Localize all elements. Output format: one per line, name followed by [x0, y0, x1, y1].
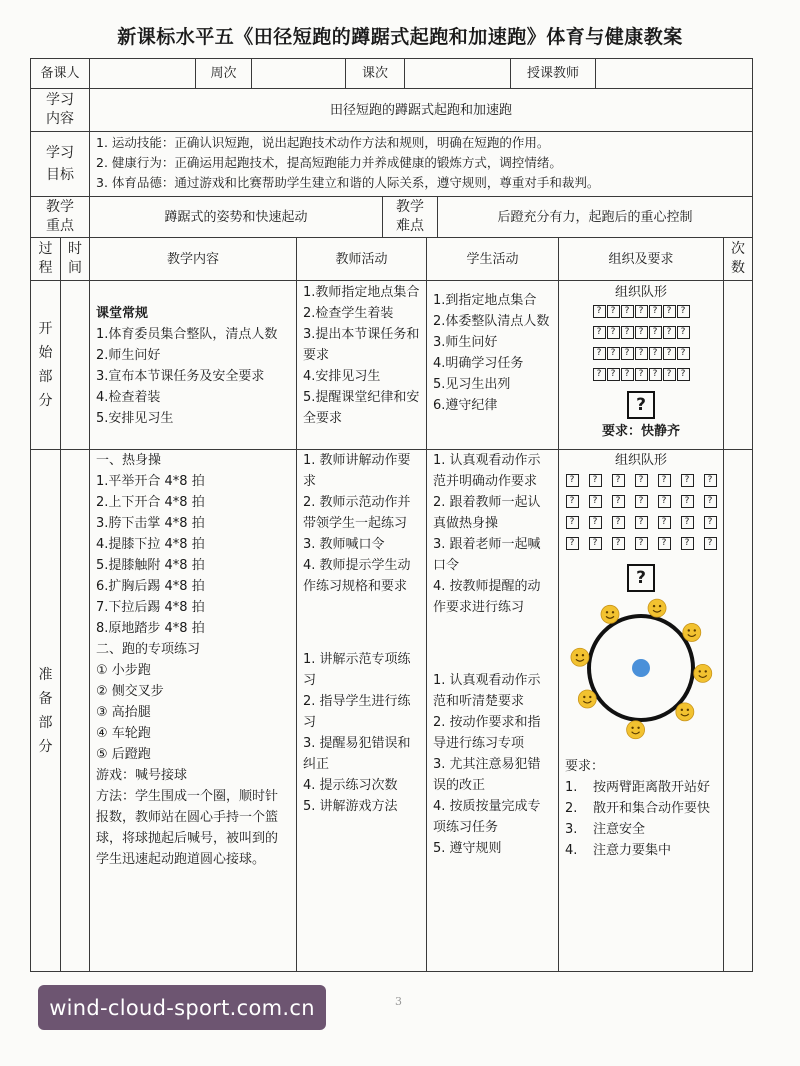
student-item: 1. 认真观看动作示范和听清楚要求 [433, 673, 541, 709]
student-marker-icon: ? [607, 305, 620, 318]
requirement-number: 1. [565, 780, 578, 795]
student-marker-icon: ? [612, 516, 625, 529]
label-line: 时 [68, 241, 82, 257]
formation-row [559, 326, 723, 339]
start-org [558, 280, 724, 450]
student-marker-icon: ? [635, 516, 648, 529]
teacher-item: 3.提出本节课任务和要求 [303, 327, 420, 363]
label-line: 次 [731, 241, 745, 257]
start-count [723, 280, 753, 450]
student-marker-icon: ? [566, 474, 579, 487]
content-item: 5.提膝触附 4*8 拍 [96, 558, 205, 573]
preparer-value [89, 58, 196, 89]
student-marker-icon: ? [658, 516, 671, 529]
teacher-marker [559, 391, 723, 419]
content-item: 3.宣布本节课任务及安全要求 [96, 369, 265, 384]
content-item: 1.体育委员集合整队，清点人数 [96, 327, 278, 342]
goal-item: 3. 体育品德：通过游戏和比赛帮助学生建立和谐的人际关系，遵守规则，尊重对手和裁判。 [96, 175, 600, 190]
content-item: ③ 高抬腿 [96, 705, 151, 720]
formation-row [559, 305, 723, 318]
label-line: 教学 [46, 199, 74, 215]
prep-count [723, 449, 753, 972]
formation-row [559, 537, 723, 550]
student-item: 1. 认真观看动作示范并明确动作要求 [433, 453, 541, 489]
label-line: 内容 [46, 111, 74, 127]
student-marker-icon: ? [681, 537, 694, 550]
col-student: 学生活动 [426, 237, 559, 281]
content-item: 2.上下开合 4*8 拍 [96, 495, 205, 510]
student-marker-icon: ? [621, 347, 634, 360]
student-item: 4.明确学习任务 [433, 356, 524, 371]
prep-org [558, 449, 724, 972]
teacher-item: 5. 讲解游戏方法 [303, 799, 398, 814]
label-line: 目标 [46, 167, 74, 183]
goal-item: 1. 运动技能：正确认识短跑，说出起跑技术动作方法和规则，明确在短跑的作用。 [96, 135, 550, 150]
student-marker-icon: ? [704, 495, 717, 508]
label-line: 程 [38, 260, 53, 276]
student-marker-icon: ? [704, 474, 717, 487]
student-marker-icon: ? [635, 537, 648, 550]
teacher-label: 授课教师 [510, 58, 596, 89]
content-item: 4.检查着装 [96, 390, 161, 405]
org-requirement: 要求：快静齐 [601, 424, 680, 439]
content-item: 二、跑的专项练习 [96, 642, 201, 657]
student-marker-icon: ? [658, 537, 671, 550]
student-item: 4. 按质按量完成专项练习任务 [433, 799, 541, 835]
col-time [60, 237, 90, 281]
teacher-item: 2.检查学生着装 [303, 306, 394, 321]
col-process [30, 237, 61, 281]
prep-teacher [296, 449, 427, 972]
preparer-label: 备课人 [30, 58, 90, 89]
goal-item: 2. 健康行为：正确运用起跑技术，提高短跑能力并养成健康的锻炼方式，调控情绪。 [96, 155, 562, 170]
student-marker-icon: ? [593, 326, 606, 339]
student-marker-icon: ? [649, 347, 662, 360]
teacher-item: 1.教师指定地点集合 [303, 285, 420, 300]
content-title: 课堂常规 [96, 306, 149, 321]
student-marker-icon: ? [677, 305, 690, 318]
student-marker-icon: ? [593, 305, 606, 318]
week-value [251, 58, 346, 89]
student-marker-icon: ? [635, 368, 648, 381]
org-title: 组织队形 [614, 453, 667, 468]
student-marker-icon: ? [649, 305, 662, 318]
student-marker-icon: ? [607, 347, 620, 360]
student-marker-icon: ? [612, 474, 625, 487]
student-marker-icon: ? [635, 326, 648, 339]
student-marker-icon: ? [649, 368, 662, 381]
label-line: 重点 [46, 218, 74, 234]
student-item: 3. 跟着老师一起喊口令 [433, 537, 541, 573]
student-smiley-icon [627, 721, 645, 739]
label-line: 间 [68, 260, 82, 276]
teacher-item: 1. 教师讲解动作要求 [303, 453, 411, 489]
teacher-icon: ? [627, 564, 655, 592]
student-marker-icon: ? [607, 368, 620, 381]
lesson-value [404, 58, 511, 89]
label-line: 开 [38, 321, 53, 337]
student-item: 2. 跟着教师一起认真做热身操 [433, 495, 541, 531]
label-line: 过 [38, 241, 53, 257]
student-marker-icon: ? [593, 347, 606, 360]
week-label: 周次 [195, 58, 252, 89]
formation-grid [559, 305, 723, 381]
requirement-number: 2. [565, 801, 578, 816]
label-line: 始 [38, 345, 53, 361]
label-line: 准 [38, 666, 53, 683]
student-marker-icon: ? [635, 305, 648, 318]
student-marker-icon: ? [635, 474, 648, 487]
requirement-item [565, 798, 719, 819]
requirement-text: 注意安全 [593, 822, 646, 837]
content-item: 方法：学生围成一个圈，顺时针报数，教师站在圆心手持一个篮球，将球抛起后喊号，被叫到的学生迅速起动跑道圆心接球。 [96, 789, 279, 867]
student-marker-icon: ? [621, 368, 634, 381]
student-marker-icon: ? [589, 516, 602, 529]
student-marker-icon: ? [704, 537, 717, 550]
page-title: 新课标水平五《田径短跑的蹲踞式起跑和加速跑》体育与健康教案 [117, 26, 683, 48]
col-count [723, 237, 753, 281]
student-marker-icon: ? [663, 347, 676, 360]
student-item: 2. 按动作要求和指导进行练习专项 [433, 715, 541, 751]
student-marker-icon: ? [621, 305, 634, 318]
requirements-list [559, 777, 723, 861]
student-item: 4. 按教师提醒的动作要求进行练习 [433, 579, 541, 615]
student-marker-icon: ? [621, 326, 634, 339]
student-marker-icon: ? [663, 326, 676, 339]
requirement-text: 注意力要集中 [593, 843, 672, 858]
start-teacher [296, 280, 427, 450]
page-number: 3 [395, 995, 402, 1008]
teacher-item: 2. 指导学生进行练习 [303, 694, 411, 730]
student-marker-icon: ? [663, 305, 676, 318]
content-item: 4.提膝下拉 4*8 拍 [96, 537, 205, 552]
label-line: 学习 [46, 92, 74, 108]
student-item: 3.师生问好 [433, 335, 498, 350]
requirement-number: 4. [565, 843, 578, 858]
student-item: 6.遵守纪律 [433, 398, 498, 413]
teacher-item: 3. 提醒易犯错误和纠正 [303, 736, 411, 772]
teacher-item: 4. 教师提示学生动作练习规格和要求 [303, 558, 411, 594]
student-marker-icon: ? [681, 516, 694, 529]
student-item: 3. 尤其注意易犯错误的改正 [433, 757, 541, 793]
col-teacher: 教师活动 [296, 237, 427, 281]
student-marker-icon: ? [589, 537, 602, 550]
student-marker-icon: ? [589, 495, 602, 508]
content-item: 5.安排见习生 [96, 411, 174, 426]
student-marker-icon: ? [658, 474, 671, 487]
difficulty-value: 后蹬充分有力，起跑后的重心控制 [437, 196, 753, 238]
label-line: 学习 [46, 145, 74, 161]
student-smiley-icon [578, 690, 596, 708]
key-points-label [30, 196, 90, 238]
org-title: 组织队形 [614, 285, 667, 300]
formation-row [559, 347, 723, 360]
student-item: 5. 遵守规则 [433, 841, 502, 856]
student-marker-icon: ? [612, 537, 625, 550]
formation-grid [559, 474, 723, 550]
teacher-marker [559, 564, 723, 592]
student-marker-icon: ? [635, 347, 648, 360]
teacher-item: 3. 教师喊口令 [303, 537, 385, 552]
student-item: 2.体委整队清点人数 [433, 314, 550, 329]
start-student [426, 280, 559, 450]
game-circle-diagram [559, 592, 723, 742]
label-line: 难点 [396, 218, 424, 234]
student-marker-icon: ? [681, 495, 694, 508]
prep-time [60, 449, 90, 972]
prep-student [426, 449, 559, 972]
teacher-item: 4. 提示练习次数 [303, 778, 398, 793]
teacher-icon: ? [627, 391, 655, 419]
key-points-value: 蹲踞式的姿势和快速起动 [89, 196, 383, 238]
formation-row [559, 368, 723, 381]
requirement-number: 3. [565, 822, 578, 837]
student-marker-icon: ? [649, 326, 662, 339]
goals-list [89, 131, 753, 197]
content-item: ① 小步跑 [96, 663, 151, 678]
label-line: 部 [38, 369, 53, 385]
content-item: ⑤ 后蹬跑 [96, 747, 151, 762]
content-item: 8.原地踏步 4*8 拍 [96, 621, 205, 636]
start-content [89, 280, 297, 450]
requirement-text: 散开和集合动作要快 [593, 801, 711, 816]
label-line: 分 [38, 393, 53, 409]
student-marker-icon: ? [677, 326, 690, 339]
student-marker-icon: ? [677, 347, 690, 360]
student-marker-icon: ? [663, 368, 676, 381]
content-item: 3.胯下击掌 4*8 拍 [96, 516, 205, 531]
basketball-icon [632, 659, 650, 677]
teacher-item: 4.安排见习生 [303, 369, 381, 384]
study-content-value: 田径短跑的蹲踞式起跑和加速跑 [89, 88, 753, 132]
content-item: 6.扩胸后踢 4*8 拍 [96, 579, 205, 594]
student-item: 1.到指定地点集合 [433, 293, 537, 308]
lesson-label: 课次 [345, 58, 405, 89]
student-marker-icon: ? [593, 368, 606, 381]
start-time [60, 280, 90, 450]
student-marker-icon: ? [566, 537, 579, 550]
student-marker-icon: ? [566, 495, 579, 508]
student-smiley-icon [683, 623, 701, 641]
start-section-label [30, 280, 61, 450]
study-content-label [30, 88, 90, 132]
teacher-item: 5.提醒课堂纪律和安全要求 [303, 390, 420, 426]
student-marker-icon: ? [566, 516, 579, 529]
content-item: 1.平举开合 4*8 拍 [96, 474, 205, 489]
prep-content [89, 449, 297, 972]
student-smiley-icon [694, 664, 712, 682]
label-line: 数 [731, 260, 745, 276]
label-line: 分 [38, 738, 53, 755]
goals-label [30, 131, 90, 197]
formation-row [559, 495, 723, 508]
requirement-text: 按两臂距离散开站好 [593, 780, 711, 795]
content-item: 一、热身操 [96, 453, 162, 468]
col-content: 教学内容 [89, 237, 297, 281]
student-item: 5.见习生出列 [433, 377, 511, 392]
teacher-value [595, 58, 753, 89]
requirement-item [565, 840, 719, 861]
teacher-item: 2. 教师示范动作并带领学生一起练习 [303, 495, 411, 531]
requirement-item [565, 777, 719, 798]
student-marker-icon: ? [704, 516, 717, 529]
content-item: ② 侧交叉步 [96, 684, 164, 699]
label-line: 部 [38, 714, 53, 731]
student-marker-icon: ? [589, 474, 602, 487]
label-line: 备 [38, 690, 53, 707]
student-smiley-icon [648, 599, 666, 617]
student-marker-icon: ? [658, 495, 671, 508]
student-marker-icon: ? [612, 495, 625, 508]
watermark-banner: wind-cloud-sport.com.cn [38, 985, 326, 1030]
content-item: ④ 车轮跑 [96, 726, 151, 741]
formation-row [559, 474, 723, 487]
teacher-item: 1. 讲解示范专项练习 [303, 652, 411, 688]
content-item: 游戏：喊号接球 [96, 768, 188, 783]
content-item: 7.下拉后踢 4*8 拍 [96, 600, 205, 615]
difficulty-label [382, 196, 438, 238]
student-marker-icon: ? [607, 326, 620, 339]
student-smiley-icon [676, 703, 694, 721]
prep-section-label [30, 449, 61, 972]
student-marker-icon: ? [635, 495, 648, 508]
col-org: 组织及要求 [558, 237, 724, 281]
student-marker-icon: ? [681, 474, 694, 487]
student-marker-icon: ? [677, 368, 690, 381]
requirement-title: 要求： [565, 759, 605, 774]
content-item: 2.师生问好 [96, 348, 161, 363]
formation-row [559, 516, 723, 529]
student-smiley-icon [601, 605, 619, 623]
requirement-item [565, 819, 719, 840]
label-line: 教学 [396, 199, 424, 215]
student-smiley-icon [571, 648, 589, 666]
